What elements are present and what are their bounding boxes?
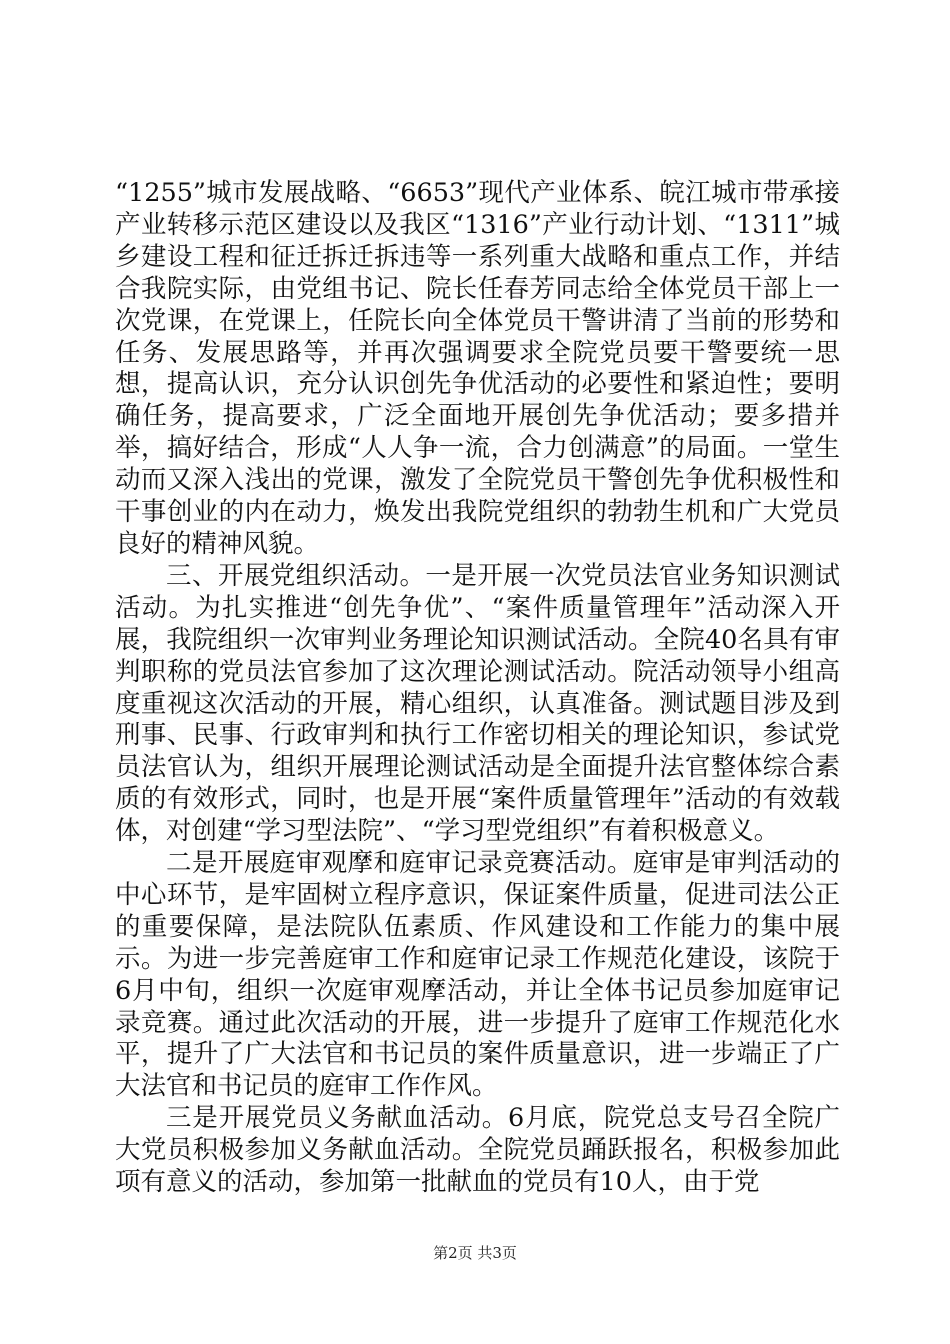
paragraph-party-activities: 三、开展党组织活动。一是开展一次党员法官业务知识测试活动。为扎实推进“创先争优”、“案件质量管理年”活动深入开展，我院组织一次审判业务理论知识测试活动。全院40名具有审判职称的党员法官参加了这次理论测试活动。院活动领导小组高度重视这次活动的开展，精心组织，认真准备。测试题目涉及到刑事、民事、行政审判和执行工作密切相关的理论知识，参试党员法官认为，组织开展理论测试活动是全面提升法官整体综合素质的有效形式，同时，也是开展“案件质量管理年”活动的有效载体，对创建“学习型法院”、“学习型党组织”有着积极意义。	[115, 560, 840, 847]
paragraph-trial-observation: 二是开展庭审观摩和庭审记录竞赛活动。庭审是审判活动的中心环节，是牢固树立程序意识，保证案件质量，促进司法公正的重要保障，是法院队伍素质、作风建设和工作能力的集中展示。为进一步完善庭审工作和庭审记录工作规范化建设，该院于6月中旬，组织一次庭审观摩活动，并让全体书记员参加庭审记录竞赛。通过此次活动的开展，进一步提升了庭审工作规范化水平，提升了广大法官和书记员的案件质量意识，进一步端正了广大法官和书记员的庭审工作作风。	[115, 848, 840, 1102]
paragraph-continued: “1255”城市发展战略、“6653”现代产业体系、皖江城市带承接产业转移示范区建设以及我区“1316”产业行动计划、“1311”城乡建设工程和征迁拆迁拆违等一系列重大战略和重点工作，并结合我院实际，由党组书记、院长任春芳同志给全体党员干部上一次党课，在党课上，任院长向全体党员干警讲清了当前的形势和任务、发展思路等，并再次强调要求全院党员要干警要统一思想，提高认识，充分认识创先争优活动的必要性和紧迫性；要明确任务，提高要求，广泛全面地开展创先争优活动；要多措并举，搞好结合，形成“人人争一流，合力创满意”的局面。一堂生动而又深入浅出的党课，激发了全院党员干警创先争优积极性和干事创业的内在动力，焕发出我院党组织的勃勃生机和广大党员良好的精神风貌。	[115, 178, 840, 559]
page-footer	[0, 1243, 950, 1263]
paragraph-blood-donation: 三是开展党员义务献血活动。6月底，院党总支号召全院广大党员积极参加义务献血活动。全院党员踊跃报名，积极参加此项有意义的活动，参加第一批献血的党员有10人，由于党	[115, 1103, 840, 1198]
document-body	[115, 178, 840, 1199]
page-number-label: 第2页 共3页	[433, 1244, 517, 1262]
